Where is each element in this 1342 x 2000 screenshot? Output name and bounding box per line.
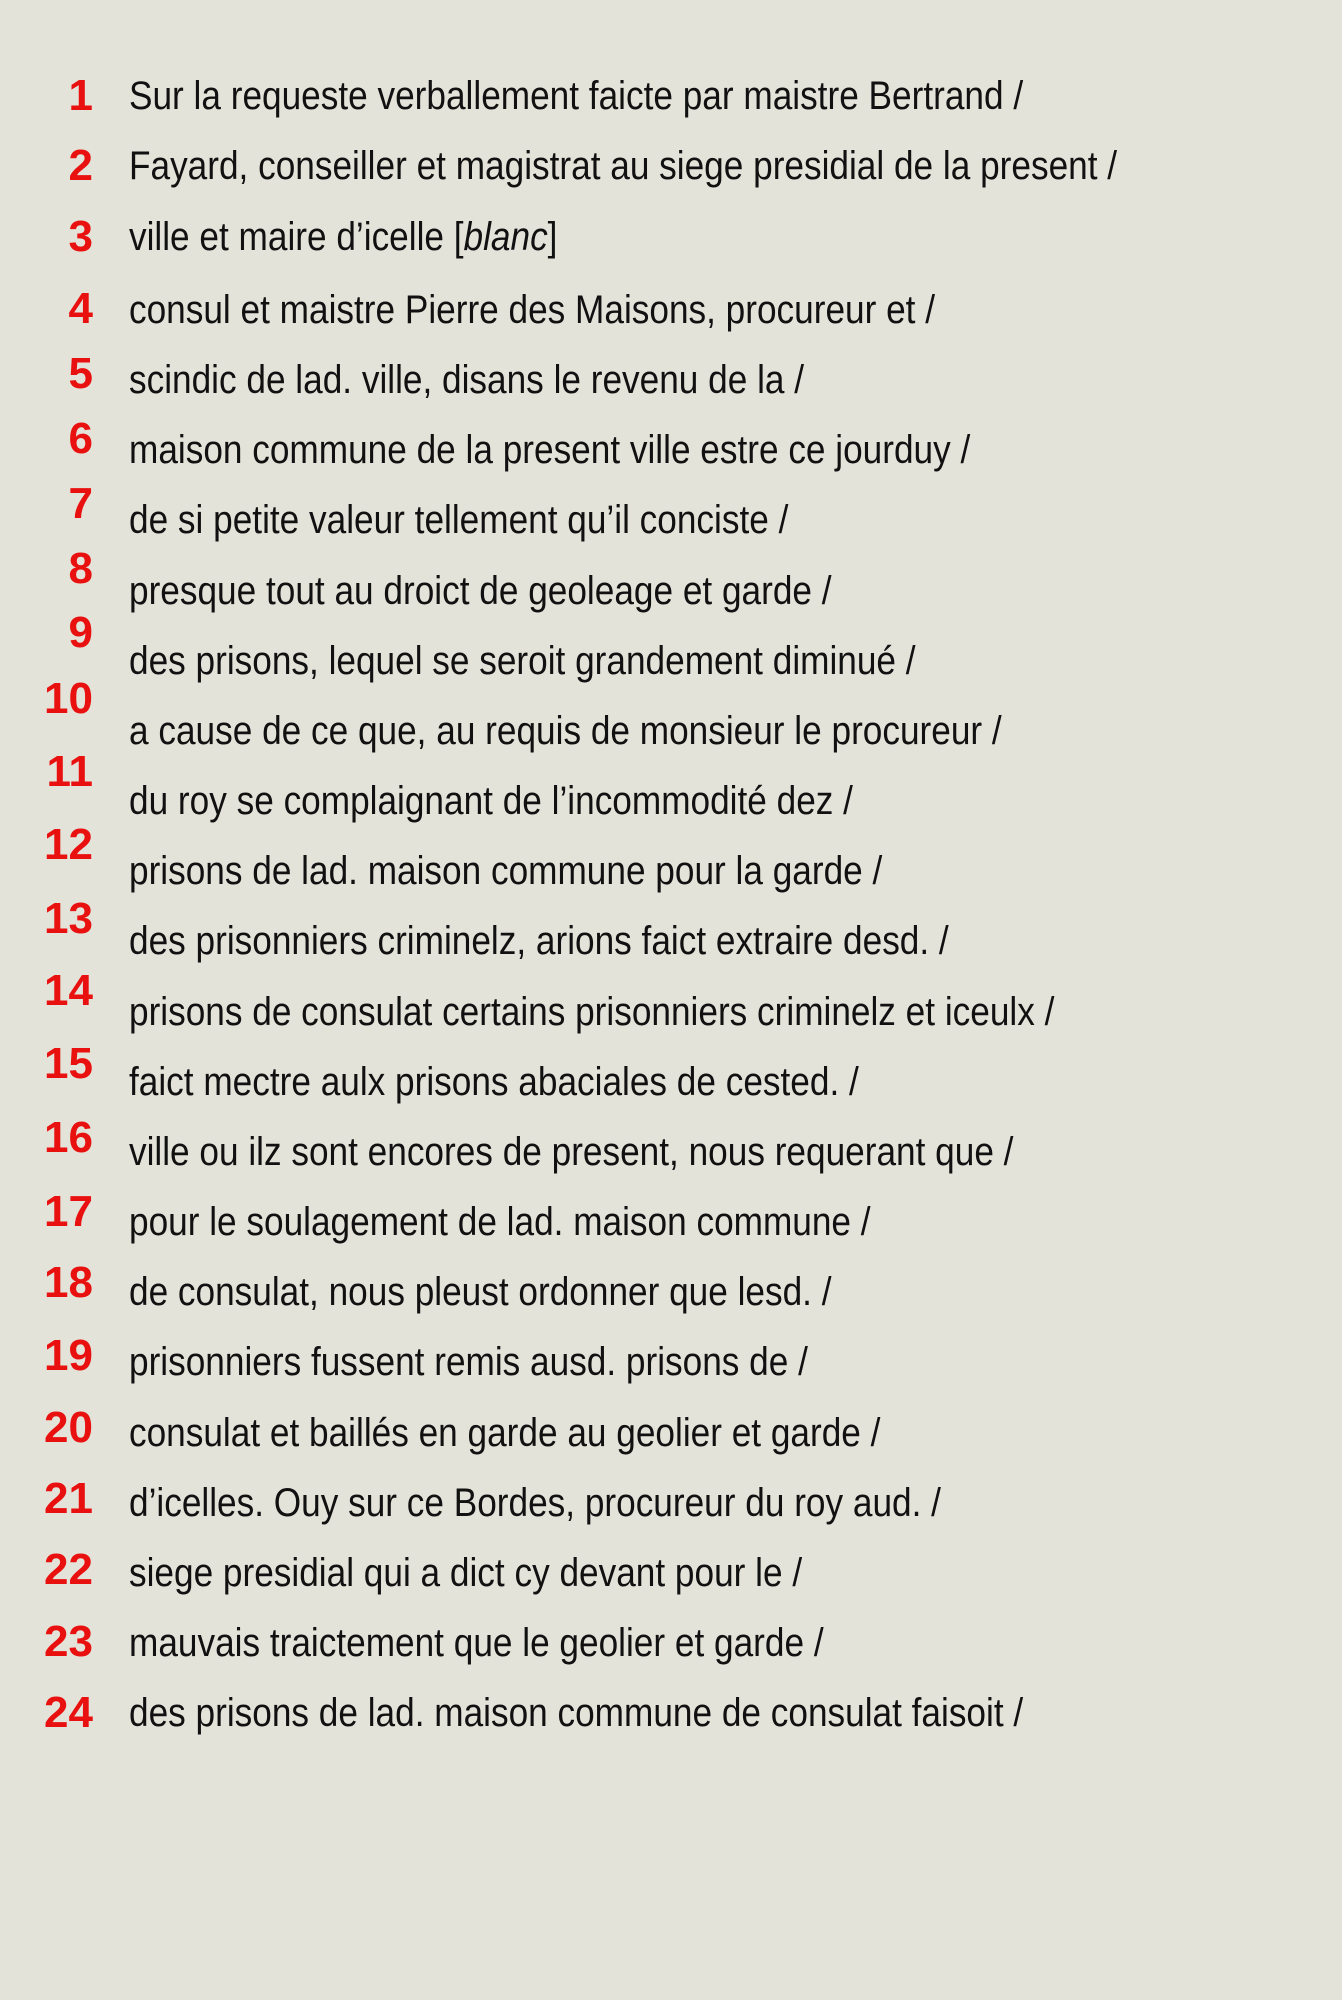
line-text: presque tout au droict de geoleage et garde / — [129, 569, 832, 613]
line-text: a cause de ce que, au requis de monsieur le procureur / — [129, 709, 1002, 753]
line-number: 15 — [44, 1039, 93, 1088]
line-number: 4 — [68, 284, 93, 333]
line-number: 23 — [44, 1617, 93, 1666]
line-text-part: ville et maire d’icelle [ — [129, 215, 464, 259]
line-text: mauvais traictement que le geolier et garde / — [129, 1621, 824, 1665]
line-number: 13 — [44, 894, 93, 943]
line-text: ville ou ilz sont encores de present, nous requerant que / — [129, 1130, 1014, 1174]
line-text — [129, 217, 557, 257]
line-number: 14 — [44, 966, 93, 1015]
line-number: 6 — [68, 414, 93, 463]
line-number: 9 — [68, 608, 93, 657]
line-text: consul et maistre Pierre des Maisons, procureur et / — [129, 288, 936, 332]
line-text: d’icelles. Ouy sur ce Bordes, procureur du roy aud. / — [129, 1481, 941, 1525]
line-text: de consulat, nous pleust ordonner que lesd. / — [129, 1270, 832, 1314]
line-text: du roy se complaignant de l’incommodité dez / — [129, 779, 853, 823]
line-number: 21 — [44, 1474, 93, 1523]
line-number: 24 — [44, 1688, 93, 1737]
line-text: consulat et baillés en garde au geolier et garde / — [129, 1411, 881, 1455]
line-text: des prisons de lad. maison commune de consulat faisoit / — [129, 1691, 1024, 1735]
line-text: de si petite valeur tellement qu’il conciste / — [129, 498, 789, 542]
line-number: 8 — [68, 544, 93, 593]
line-text-part: ] — [547, 215, 558, 259]
line-text: prisons de lad. maison commune pour la garde / — [129, 849, 883, 893]
line-number: 12 — [44, 820, 93, 869]
line-number: 10 — [44, 674, 93, 723]
line-text: prisonniers fussent remis ausd. prisons de / — [129, 1340, 808, 1384]
line-number: 11 — [46, 747, 93, 796]
line-number: 1 — [68, 71, 93, 120]
line-number: 20 — [44, 1403, 93, 1452]
line-text: scindic de lad. ville, disans le revenu de la / — [129, 358, 805, 402]
line-number: 22 — [44, 1545, 93, 1594]
line-text: Sur la requeste verballement faicte par maistre Bertrand / — [129, 74, 1024, 118]
line-text: siege presidial qui a dict cy devant pour le / — [129, 1551, 803, 1595]
line-text: faict mectre aulx prisons abaciales de cested. / — [129, 1060, 859, 1104]
line-number: 7 — [68, 479, 93, 528]
line-number: 5 — [68, 349, 93, 398]
line-number: 3 — [68, 212, 93, 261]
line-text: des prisonniers criminelz, arions faict extraire desd. / — [129, 919, 949, 963]
line-number: 18 — [44, 1258, 93, 1307]
line-number: 16 — [44, 1113, 93, 1162]
editorial-note: blanc — [463, 215, 548, 259]
line-text: Fayard, conseiller et magistrat au siege presidial de la present / — [129, 144, 1118, 188]
line-number: 2 — [68, 141, 93, 190]
line-text: prisons de consulat certains prisonniers criminelz et iceulx / — [129, 990, 1055, 1034]
line-number: 19 — [44, 1331, 93, 1380]
line-text: des prisons, lequel se seroit grandement diminué / — [129, 639, 916, 683]
line-text: pour le soulagement de lad. maison commune / — [129, 1200, 871, 1244]
line-number: 17 — [44, 1187, 93, 1236]
line-text: maison commune de la present ville estre ce jourduy / — [129, 428, 971, 472]
